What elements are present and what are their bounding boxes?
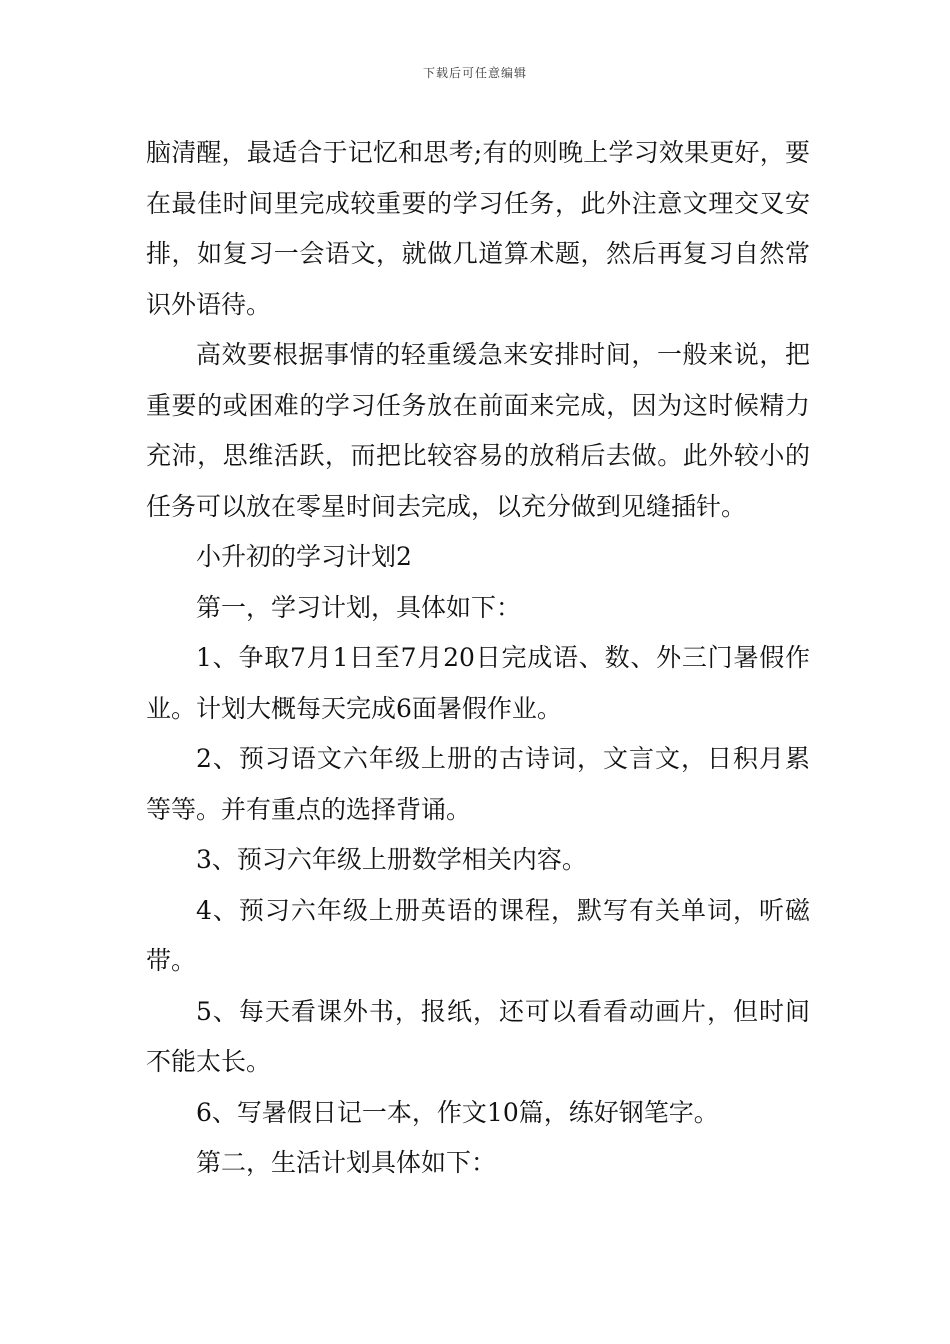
list-item: 5、每天看课外书，报纸，还可以看看动画片，但时间不能太长。: [146, 996, 810, 1076]
list-item: 2、预习语文六年级上册的古诗词，文言文，日积月累等等。并有重点的选择背诵。: [146, 744, 810, 824]
page-header: 下载后可任意编辑: [422, 66, 527, 80]
list-item: 3、预习六年级上册数学相关内容。: [196, 845, 587, 874]
list-item: 4、预习六年级上册英语的课程，默写有关单词，听磁带。: [146, 895, 810, 975]
paragraph: 高效要根据事情的轻重缓急来安排时间，一般来说，把重要的或困难的学习任务放在前面来完成，因为这时候精力充沛，思维活跃，而把比较容易的放稍后去做。此外较小的任务可以放在零星时间去完成，以充分做到见缝插针。: [146, 340, 810, 521]
subsection-heading: 第二，生活计划具体如下：: [196, 1148, 497, 1177]
subsection-heading: 第一，学习计划，具体如下：: [196, 592, 522, 622]
document-body: [146, 128, 810, 1189]
paragraph: 脑清醒，最适合于记忆和思考;有的则晚上学习效果更好，要在最佳时间里完成较重要的学习任务，此外注意文理交叉安排，如复习一会语文，就做几道算术题，然后再复习自然常识外语待。: [146, 138, 810, 319]
list-item: 6、写暑假日记一本，作文10篇，练好钢笔字。: [196, 1097, 719, 1127]
section-title: 小升初的学习计划2: [196, 542, 412, 571]
list-item: 1、争取7月1日至7月20日完成语、数、外三门暑假作业。计划大概每天完成6面暑假作业。: [146, 643, 810, 723]
